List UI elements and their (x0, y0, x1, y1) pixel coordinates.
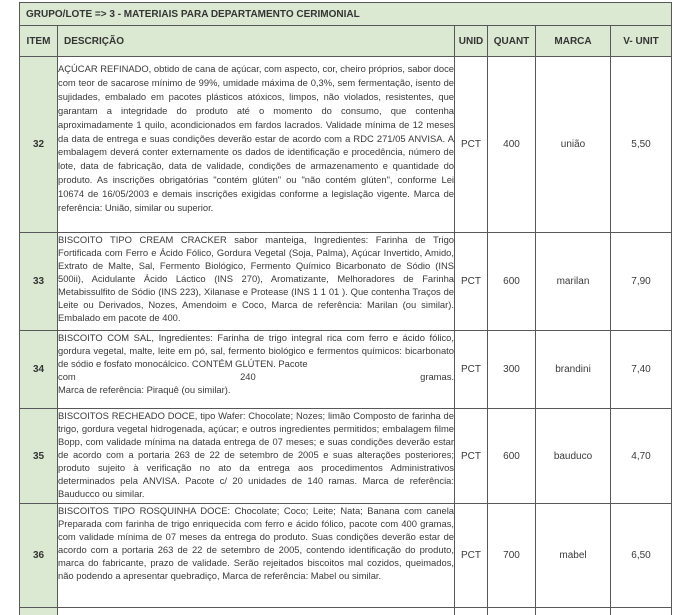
table-row (20, 504, 672, 608)
group-title: GRUPO/LOTE => 3 - MATERIAIS PARA DEPARTAMENTO CERIMONIAL (20, 3, 672, 26)
column-header-row (20, 26, 672, 57)
partial-next-row (20, 608, 672, 615)
item-number: 35 (20, 409, 58, 504)
item-description (58, 608, 455, 615)
lote-table (19, 2, 672, 615)
brand-value: marilan (536, 233, 611, 331)
item-number: 33 (20, 233, 58, 331)
unit-price-value: 4,70 (611, 409, 672, 504)
column-header-descricao: DESCRIÇÃO (58, 26, 455, 57)
unit-value: PCT (455, 409, 488, 504)
brand-value: união (536, 57, 611, 233)
description-text: BISCOITO COM SAL, Ingredientes: Farinha de trigo integral rica com ferro e ácido fólico, gordura vegetal, malte, leite em pó, sal, fermento biológico e fermentos químicos: bicarbonato de sódio e fosfato monocálcico. CONTÉM GLÚTEN. Pacote (58, 332, 454, 369)
item-description (58, 331, 455, 409)
unit-value: PCT (455, 57, 488, 233)
brand-value: brandini (536, 331, 611, 409)
description-text: BISCOITO TIPO CREAM CRACKER sabor manteiga, Ingredientes: Farinha de Trigo Fortificada com Ferro e Ácido Fólico, Gordura Vegetal (Soja, Palma), Açúcar Invertido, Amido, Extrato de Malte, Sal, Fermento Biológico, Fermento Químico Bicarbonato de Sódio (INS 500ii), Acidulante Ácido Láctico (INS 270), Aromatizante, Melhoradores de Farinha Metabissulfito de Sódio (INS 223), Xilanase e Protease (INS 1 1 01 ). Que contenha Traços de Leite ou Derivados, Nozes, Amendoim e Coco, Marca de referência: Marilan (ou similar). Embalado em pacote de 400. (58, 234, 454, 323)
unit-price-value: 5,50 (611, 57, 672, 233)
unit-price-value: 6,50 (611, 504, 672, 608)
brand-value (536, 608, 611, 615)
column-header-unid: UNID (455, 26, 488, 57)
item-description (58, 57, 455, 233)
description-text: BISCOITOS RECHEADO DOCE, tipo Wafer: Chocolate; Nozes; limão Composto de farinha de trigo, gordura vegetal hidrogenada, açúcar; e outros ingredientes permitidos; embalagem filme Bopp, com validade mínima na datada entrega de 07 meses; e suas condições deverão estar de acordo com a portaria 263 de 22 de setembro de 2005 e suas alterações posteriores; produto sujeito à verificação no ato da entrega aos procedimentos Administrativos determinados pela ANVISA. Pacote c/ 20 unidades de 140 ramas. Marca de referência: Bauducco ou similar. (58, 410, 454, 499)
description-text: Marca de referência: Piraquê (ou similar). (58, 384, 231, 395)
column-header-item: ITEM (20, 26, 58, 57)
item-description (58, 504, 455, 608)
description-text: BISCOITOS TIPO ROSQUINHA DOCE: Chocolate; Coco; Leite; Nata; Banana com canela Preparada com farinha de trigo enriquecida com ferro e ácido fólico, pacote com 400 gramas, com validade mínima de 07 meses da entrega do produto. Suas condições deverão estar de acordo com a portaria 263 de 22 de setembro de 2005, contendo identificação do produto, marca do fabricante, prazo de validade. Serão rejeitados biscoitos mal cozidos, queimados, não podendo a apresentar quebradiço, Marca de referência: Mabel ou similar. (58, 505, 454, 581)
brand-value: mabel (536, 504, 611, 608)
item-description (58, 233, 455, 331)
brand-value: bauduco (536, 409, 611, 504)
table-row (20, 233, 672, 331)
unit-value: PCT (455, 233, 488, 331)
unit-price-value (611, 608, 672, 615)
item-number: 36 (20, 504, 58, 608)
item-description (58, 409, 455, 504)
quantity-value (488, 608, 536, 615)
quantity-value: 700 (488, 504, 536, 608)
unit-value (455, 608, 488, 615)
table-row (20, 57, 672, 233)
item-number: 34 (20, 331, 58, 409)
item-number (20, 608, 58, 615)
item-number: 32 (20, 57, 58, 233)
table-row (20, 331, 672, 409)
quantity-value: 600 (488, 409, 536, 504)
unit-value: PCT (455, 504, 488, 608)
group-header-row (20, 3, 672, 26)
table-body (20, 57, 672, 615)
unit-price-value: 7,40 (611, 331, 672, 409)
description-text: com 240 gramas. (58, 371, 454, 382)
column-header-marca: MARCA (536, 26, 611, 57)
quantity-value: 400 (488, 57, 536, 233)
quantity-value: 600 (488, 233, 536, 331)
unit-value: PCT (455, 331, 488, 409)
description-text: AÇÚCAR REFINADO, obtido de cana de açúcar, com aspecto, cor, cheiro próprios, sabor doce com teor de sacarose mínimo de 99%, umidade máxima de 0,3%, sem fermentação, isento de sujidades, embalado em pacotes plásticos atóxicos, limpos, não violados, resistentes, que garantam a integridade do produto até o momento do consumo, que contenha aproximadamente 1 quilo, acondicionados em fardos lacrados. Validade mínima de 12 meses da data de entrega e suas condições deverão estar de acordo com a RDC 271/05 ANVISA. A embalagem deverá conter externamente os dados de identificação e procedência, número de lote, data de fabricação, data de validade, condições de armazenamento e quantidade do produto. As inscrições obrigatórias "contém glúten" ou "não contém glúten", conforme Lei 10674 de 16/05/2003 e demais inscrições exigidas conforme a legislação vigente. Marca de referência: União, similar ou superior. (58, 63, 454, 214)
unit-price-value: 7,90 (611, 233, 672, 331)
column-header-v-unit: V- UNIT (611, 26, 672, 57)
quantity-value: 300 (488, 331, 536, 409)
table-header (20, 3, 672, 57)
table-row (20, 409, 672, 504)
column-header-quant: QUANT (488, 26, 536, 57)
